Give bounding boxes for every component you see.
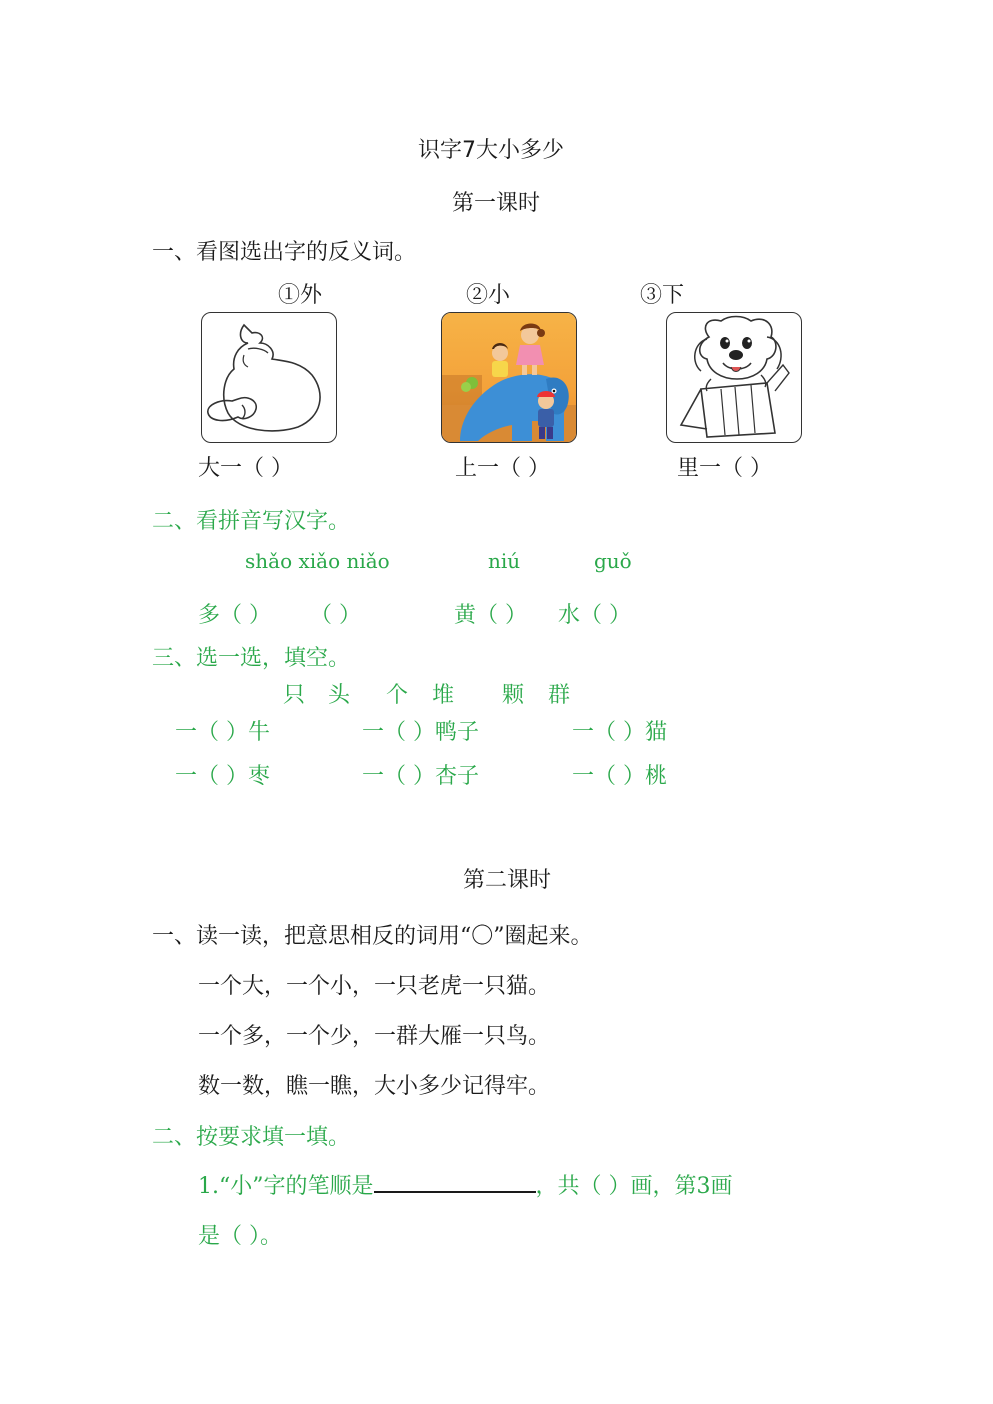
blank-3: 黄（ ） xyxy=(454,603,527,628)
fill-row1-3: 一（ ）猫 xyxy=(572,720,667,745)
answer-1: 大一（ ） xyxy=(198,456,293,481)
q2-prompt: 二、看拼音写汉字。 xyxy=(152,509,351,534)
poem-line-1: 一个大，一个小，一只老虎一只猫。 xyxy=(198,974,551,999)
fill-row1-1: 一（ ）牛 xyxy=(175,720,270,745)
l2-q2-prompt: 二、按要求填一填。 xyxy=(152,1125,351,1150)
fill-row2-3: 一（ ）桃 xyxy=(572,764,667,789)
word-option: 群 xyxy=(548,683,571,708)
fill-row1-2: 一（ ）鸭子 xyxy=(362,720,479,745)
word-option: 颗 xyxy=(502,683,525,708)
blank-4: 水（ ） xyxy=(558,603,631,628)
poem-line-3: 数一数，瞧一瞧，大小多少记得牢。 xyxy=(198,1074,551,1099)
q1-prompt: 一、看图选出字的反义词。 xyxy=(152,240,417,265)
blank-2: （ ） xyxy=(310,603,361,628)
option-2: ②小 xyxy=(466,283,511,308)
stroke-order-question xyxy=(198,1169,733,1200)
children-slide-image xyxy=(441,312,577,443)
answer-3: 里一（ ） xyxy=(677,456,772,481)
answer-2: 上一（ ） xyxy=(455,456,550,481)
l2-q1-prompt: 一、读一读，把意思相反的词用“〇”圈起来。 xyxy=(152,924,593,949)
stroke-count-text: ，共（ ）画，第3画 xyxy=(535,1174,733,1199)
dog-box-image xyxy=(666,312,802,443)
page-title: 识字7大小多少 xyxy=(418,138,564,163)
stroke-order-blank[interactable] xyxy=(374,1171,536,1193)
blank-1: 多（ ） xyxy=(198,603,271,628)
word-option: 头 xyxy=(328,683,351,708)
poem-line-2: 一个多，一个少，一群大雁一只鸟。 xyxy=(198,1024,551,1049)
pinyin-3: guǒ xyxy=(594,549,632,573)
fill-row2-2: 一（ ）杏子 xyxy=(362,764,479,789)
stroke-order-text: 1.“小”字的笔顺是 xyxy=(198,1174,374,1199)
lesson-2-heading: 第二课时 xyxy=(463,868,552,893)
q3-prompt: 三、选一选，填空。 xyxy=(152,646,351,671)
pinyin-1: shǎo xiǎo niǎo xyxy=(245,549,390,573)
option-1: ①外 xyxy=(278,283,323,308)
pinyin-2: niú xyxy=(488,549,521,573)
word-option: 只 xyxy=(283,683,306,708)
word-option: 堆 xyxy=(432,683,455,708)
option-3: ③下 xyxy=(640,283,685,308)
third-stroke-text: 是（ ）。 xyxy=(198,1224,282,1249)
fill-row2-1: 一（ ）枣 xyxy=(175,764,270,789)
eggplant-image xyxy=(201,312,337,443)
lesson-1-heading: 第一课时 xyxy=(452,191,541,216)
word-option: 个 xyxy=(386,683,409,708)
